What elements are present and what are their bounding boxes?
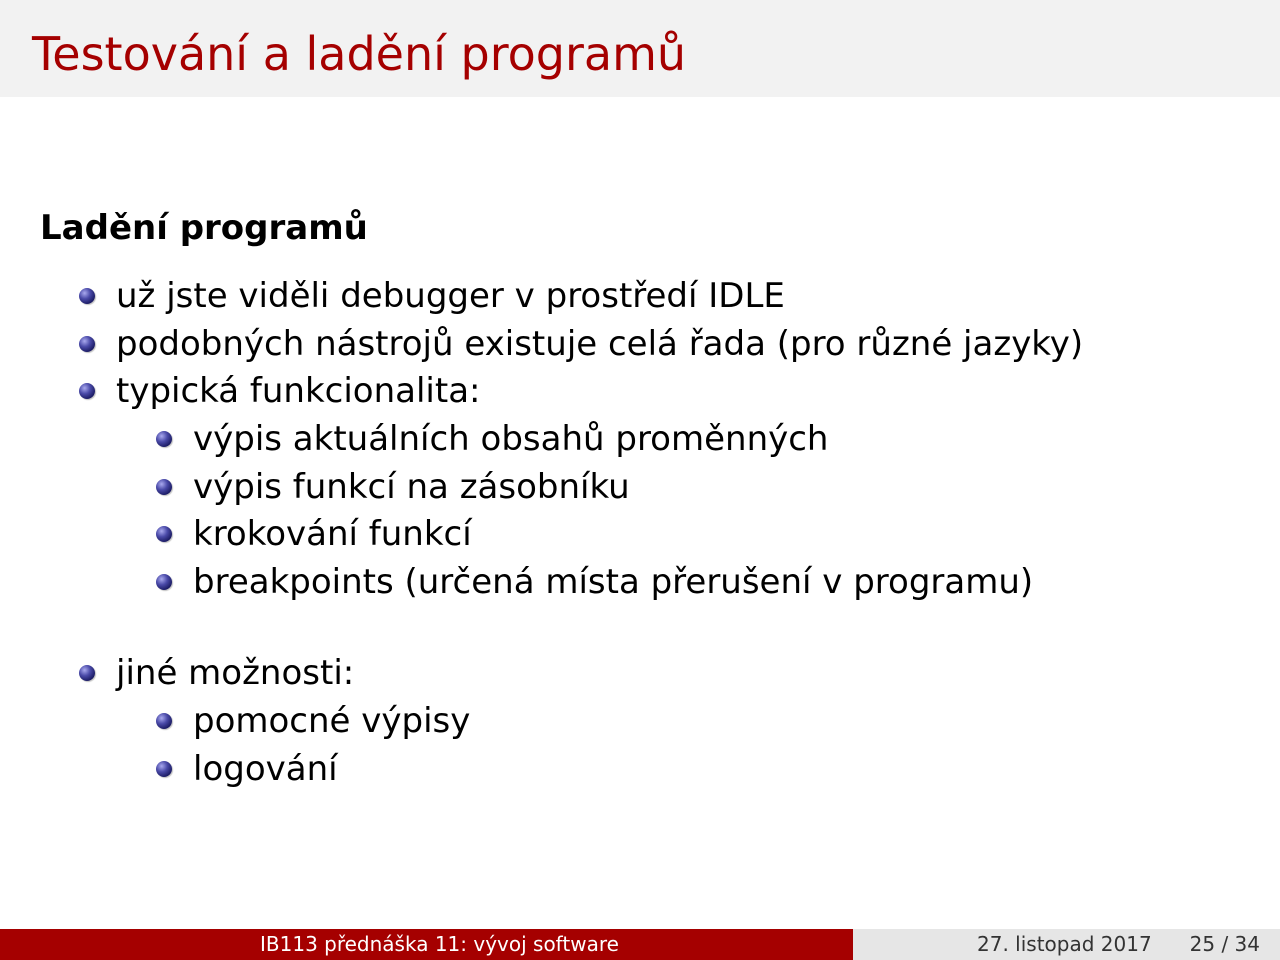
sub-list-item xyxy=(193,415,828,463)
list-item-text: pomocné výpisy xyxy=(193,701,471,741)
title-bar xyxy=(0,0,1280,97)
list-item-text: výpis aktuálních obsahů proměnných xyxy=(193,419,829,459)
slide-title: Testování a ladění programů xyxy=(32,27,687,81)
list-item xyxy=(116,320,1083,368)
bullet-icon xyxy=(79,383,95,399)
bullet-icon xyxy=(156,431,172,447)
list-item-text: logování xyxy=(193,749,338,789)
bullet-icon xyxy=(156,713,172,729)
bullet-icon xyxy=(79,288,95,304)
list-item-text: výpis funkcí na zásobníku xyxy=(193,467,630,507)
sub-list-item xyxy=(193,697,470,745)
list-item-text: krokování funkcí xyxy=(193,514,472,554)
footer-course: IB113 přednáška 11: vývoj software xyxy=(260,932,619,956)
footer-info-bar xyxy=(853,929,1280,960)
bullet-icon xyxy=(156,574,172,590)
sub-list-item xyxy=(193,510,472,558)
bullet-icon xyxy=(156,479,172,495)
sub-list-item xyxy=(193,745,338,793)
list-item xyxy=(116,649,354,697)
list-item-text: typická funkcionalita: xyxy=(116,371,481,411)
bullet-icon xyxy=(156,526,172,542)
list-item-text: breakpoints (určená místa přerušení v programu) xyxy=(193,562,1034,602)
bullet-icon xyxy=(79,336,95,352)
footer xyxy=(0,929,1280,960)
sub-list-item xyxy=(193,558,1033,606)
section-heading: Ladění programů xyxy=(40,208,368,248)
list-item xyxy=(116,367,481,415)
list-item-text: jiné možnosti: xyxy=(116,653,355,693)
list-item-text: už jste viděli debugger v prostředí IDLE xyxy=(116,276,785,316)
footer-date: 27. listopad 2017 xyxy=(977,932,1152,956)
list-item-text: podobných nástrojů existuje celá řada (pro různé jazyky) xyxy=(116,324,1084,364)
footer-course-bar xyxy=(0,929,853,960)
bullet-icon xyxy=(79,665,95,681)
list-item xyxy=(116,272,785,320)
sub-list-item xyxy=(193,463,630,511)
bullet-icon xyxy=(156,761,172,777)
footer-page-number: 25 / 34 xyxy=(1189,932,1260,956)
